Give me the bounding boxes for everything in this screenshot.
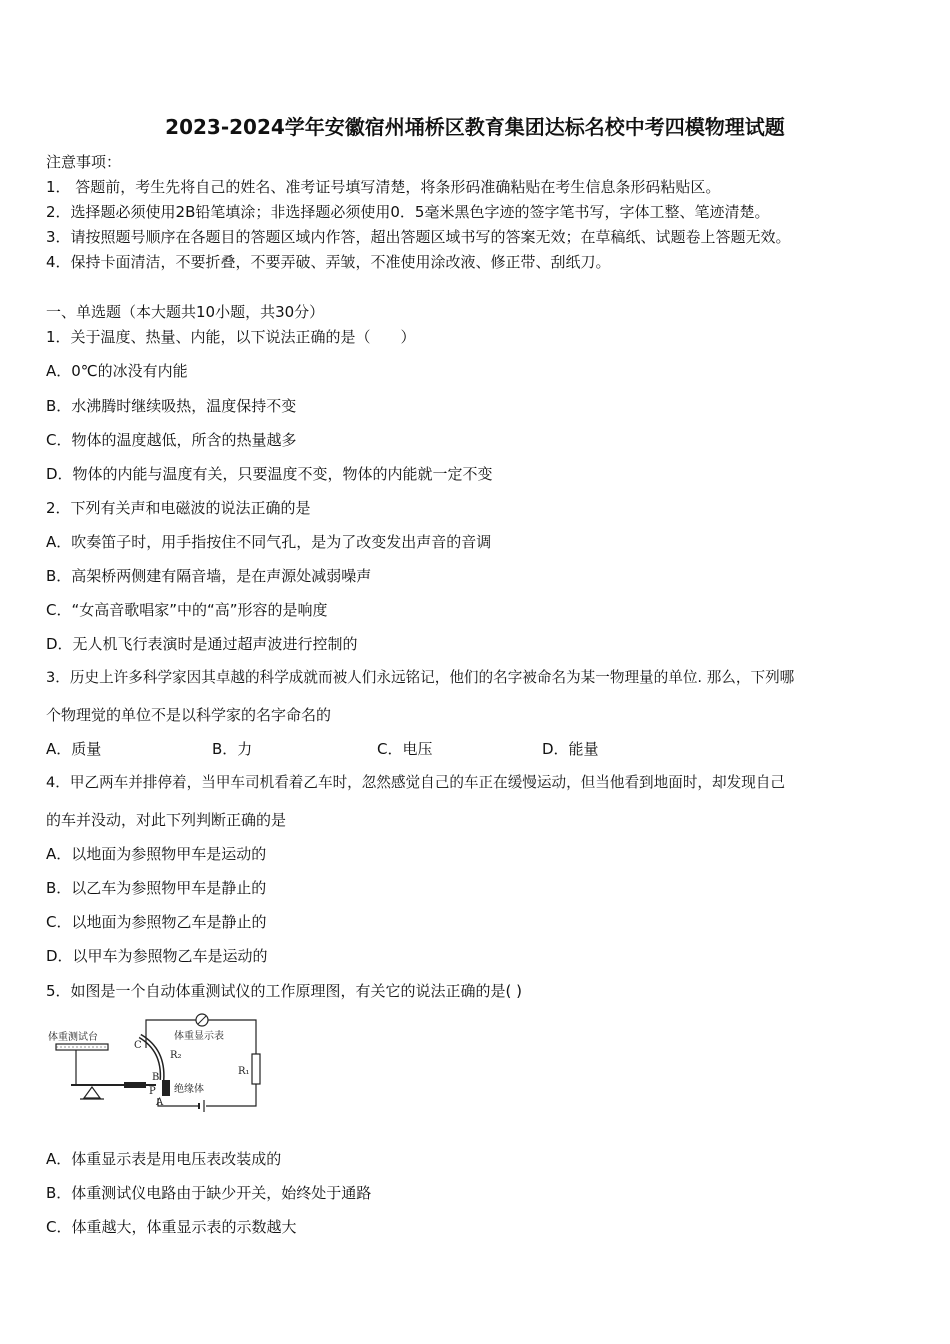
label-platform: 体重测试台	[48, 1032, 98, 1043]
q1-option-b: B．水沸腾时继续吸热，温度保持不变	[46, 397, 297, 415]
label-r1: R₁	[238, 1066, 250, 1077]
notice-item-4: 4．保持卡面清洁，不要折叠，不要弄破、弄皱，不准使用涂改液、修正带、刮纸刀。	[46, 253, 611, 271]
insulator-block	[162, 1080, 170, 1096]
wire-bottom-left	[158, 1098, 199, 1106]
label-display: 体重显示表	[174, 1031, 224, 1042]
q4-option-a: A．以地面为参照物甲车是运动的	[46, 845, 267, 863]
q5-option-b: B．体重测试仪电路由于缺少开关，始终处于通路	[46, 1184, 372, 1202]
label-b: B	[152, 1072, 160, 1083]
q4-option-d: D．以甲车为参照物乙车是运动的	[46, 947, 268, 965]
label-r2: R₂	[170, 1050, 182, 1061]
q4-option-b: B．以乙车为参照物甲车是静止的	[46, 879, 267, 897]
q3-option-c: C．电压	[377, 740, 433, 758]
q3-stem-line1: 3．历史上许多科学家因其卓越的科学成就而被人们永远铭记，他们的名字被命名为某一物理量的单位. 那么，下列哪	[46, 669, 795, 686]
q2-option-c: C．“女高音歌唱家”中的“高”形容的是响度	[46, 601, 328, 619]
lever-block	[124, 1082, 146, 1088]
q1-option-c: C．物体的温度越低，所含的热量越多	[46, 431, 297, 449]
resistor-r1	[252, 1054, 260, 1084]
q1-option-a: A．0℃的冰没有内能	[46, 362, 188, 380]
q2-stem: 2．下列有关声和电磁波的说法正确的是	[46, 499, 311, 517]
notice-heading: 注意事项：	[46, 153, 122, 171]
section-title: 一、单选题（本大题共10小题，共30分）	[46, 303, 325, 321]
q4-stem-line2: 的车并没动，对此下列判断正确的是	[46, 811, 287, 829]
q5-option-c: C．体重越大，体重显示表的示数越大	[46, 1218, 297, 1236]
notice-item-3: 3．请按照题号顺序在各题目的答题区域内作答，超出答题区域书写的答案无效；在草稿纸、试题卷上答题无效。	[46, 228, 791, 246]
q1-option-d: D．物体的内能与温度有关，只要温度不变，物体的内能就一定不变	[46, 465, 493, 483]
q2-option-a: A．吹奏笛子时，用手指按住不同气孔，是为了改变发出声音的音调	[46, 533, 492, 551]
notice-item-2: 2．选择题必须使用2B铅笔填涂；非选择题必须使用0．5毫米黑色字迹的签字笔书写，字体工整、笔迹清楚。	[46, 203, 770, 221]
weight-tester-circuit-diagram	[46, 1008, 278, 1120]
q5-stem: 5．如图是一个自动体重测试仪的工作原理图，有关它的说法正确的是( )	[46, 982, 523, 1000]
exam-title: 2023-2024学年安徽宿州埇桥区教育集团达标名校中考四模物理试题	[165, 115, 785, 139]
q3-option-b: B．力	[212, 740, 253, 758]
q3-option-a: A．质量	[46, 740, 102, 758]
label-p: P	[149, 1086, 156, 1097]
q5-option-a: A．体重显示表是用电压表改装成的	[46, 1150, 282, 1168]
notice-item-1: 1． 答题前，考生先将自己的姓名、准考证号填写清楚，将条形码准确粘贴在考生信息条形码粘贴区。	[46, 178, 721, 196]
q2-option-d: D．无人机飞行表演时是通过超声波进行控制的	[46, 635, 358, 653]
q4-stem-line1: 4．甲乙两车并排停着，当甲车司机看着乙车时，忽然感觉自己的车正在缓慢运动，但当他看到地面时，却发现自己	[46, 774, 785, 791]
q1-stem: 1．关于温度、热量、内能，以下说法正确的是（ ）	[46, 328, 416, 346]
label-a: A	[156, 1097, 164, 1108]
wire-bottom-right	[206, 1084, 256, 1106]
label-insulator: 绝缘体	[174, 1084, 204, 1095]
fulcrum-triangle	[84, 1087, 100, 1098]
q2-option-b: B．高架桥两侧建有隔音墙，是在声源处减弱噪声	[46, 567, 372, 585]
q3-option-d: D．能量	[542, 740, 599, 758]
q4-option-c: C．以地面为参照物乙车是静止的	[46, 913, 267, 931]
q3-stem-line2: 个物理觉的单位不是以科学家的名字命名的	[46, 706, 332, 724]
label-c: C	[134, 1040, 142, 1051]
